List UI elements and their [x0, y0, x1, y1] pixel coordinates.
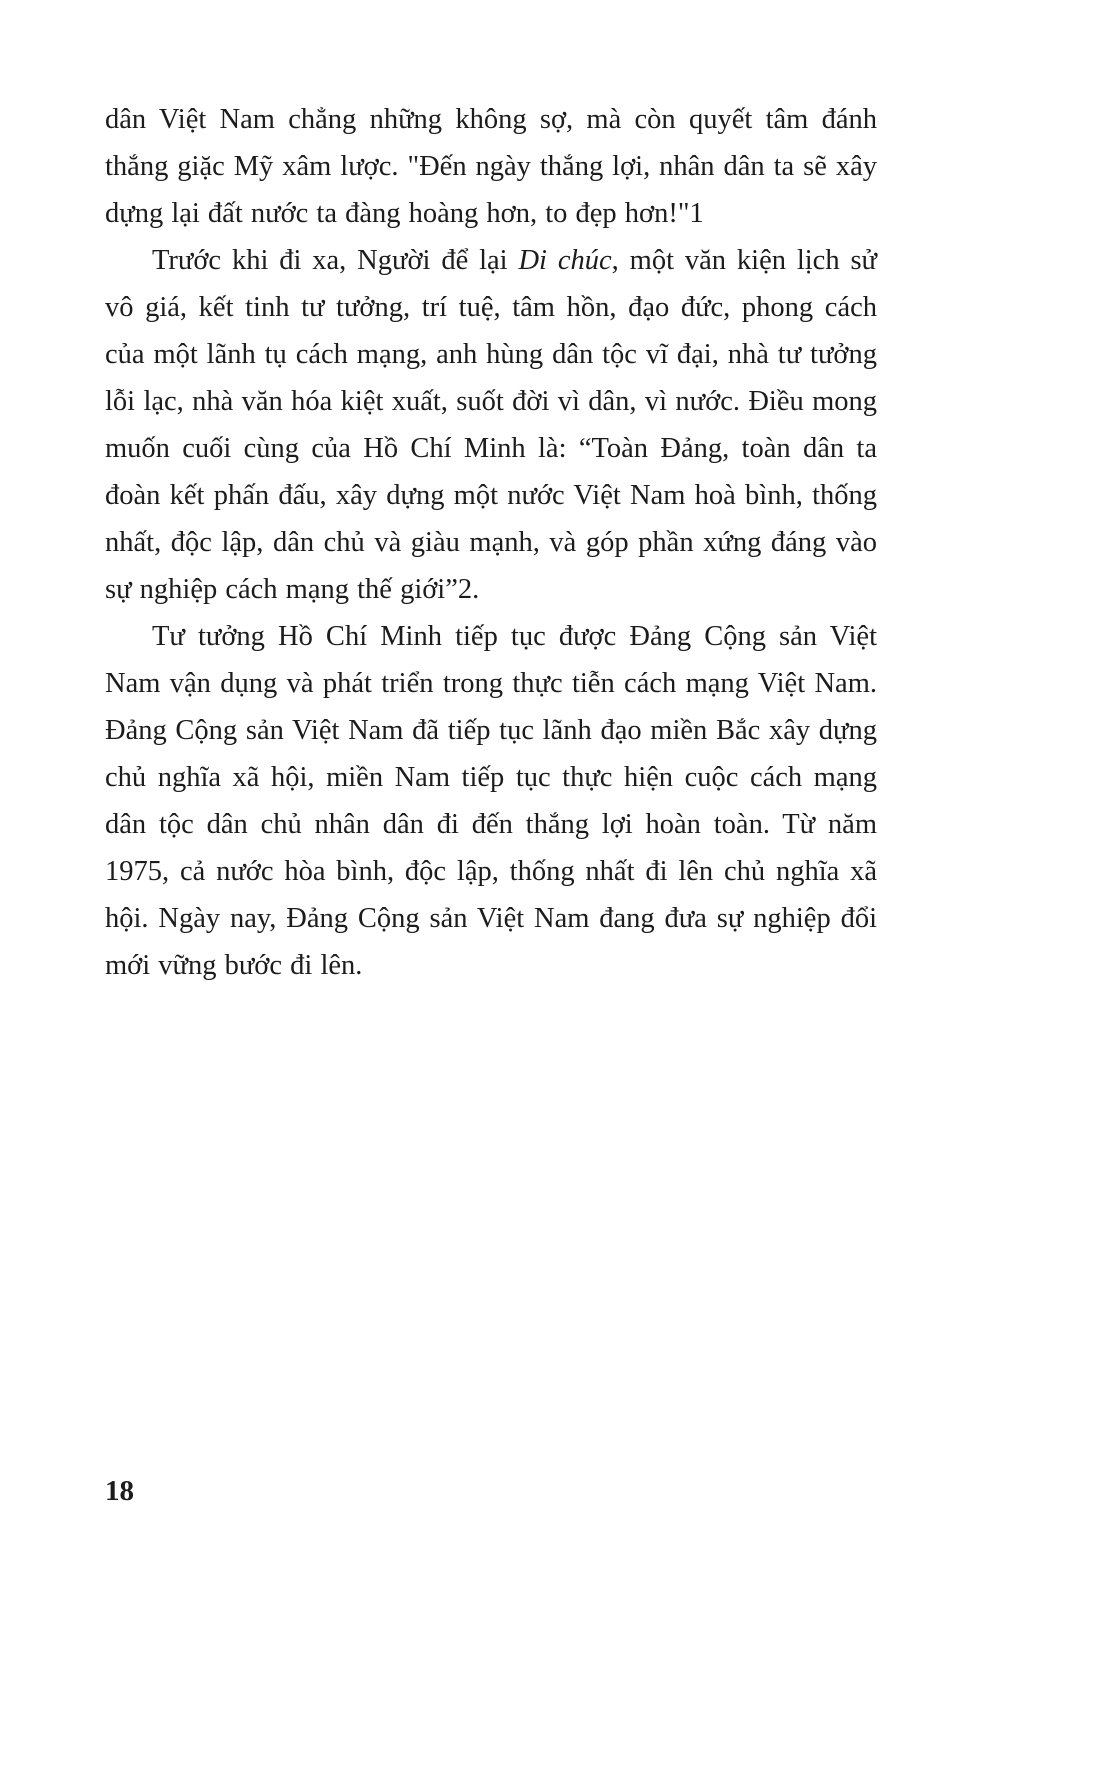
italic-text: Di chúc [518, 245, 612, 276]
text-segment: Tư tưởng Hồ Chí Minh tiếp tục được Đảng Cộng sản Việt Nam vận dụng và phát triển trong thực tiễn cách mạng Việt Nam. Đảng Cộng sản Việt Nam đã tiếp tục lãnh đạo miền Bắc xây dựng chủ nghĩa xã hội, miền Nam tiếp tục thực hiện cuộc cách mạng dân tộc dân chủ nhân dân đi đến thắng lợi hoàn toàn. Từ năm 1975, cả nước hòa bình, độc lập, thống nhất đi lên chủ nghĩa xã hội. Ngày nay, Đảng Cộng sản Việt Nam đang đưa sự nghiệp đổi mới vững bước đi lên. [105, 621, 877, 981]
paragraph [105, 613, 877, 989]
page-number: 18 [105, 1475, 134, 1507]
body-text [105, 96, 877, 989]
text-segment: Trước khi đi xa, Người để lại [152, 245, 519, 276]
paragraph [105, 96, 877, 237]
paragraph [105, 237, 877, 613]
text-segment: , một văn kiện lịch sử vô giá, kết tinh tư tưởng, trí tuệ, tâm hồn, đạo đức, phong cách của một lãnh tụ cách mạng, anh hùng dân tộc vĩ đại, nhà tư tưởng lỗi lạc, nhà văn hóa kiệt xuất, suốt đời vì dân, vì nước. Điều mong muốn cuối cùng của Hồ Chí Minh là: “Toàn Đảng, toàn dân ta đoàn kết phấn đấu, xây dựng một nước Việt Nam hoà bình, thống nhất, độc lập, dân chủ và giàu mạnh, và góp phần xứng đáng vào sự nghiệp cách mạng thế giới”2. [105, 245, 877, 605]
text-segment: dân Việt Nam chẳng những không sợ, mà còn quyết tâm đánh thắng giặc Mỹ xâm lược. "Đến ngày thắng lợi, nhân dân ta sẽ xây dựng lại đất nước ta đàng hoàng hơn, to đẹp hơn!"1 [105, 104, 877, 229]
